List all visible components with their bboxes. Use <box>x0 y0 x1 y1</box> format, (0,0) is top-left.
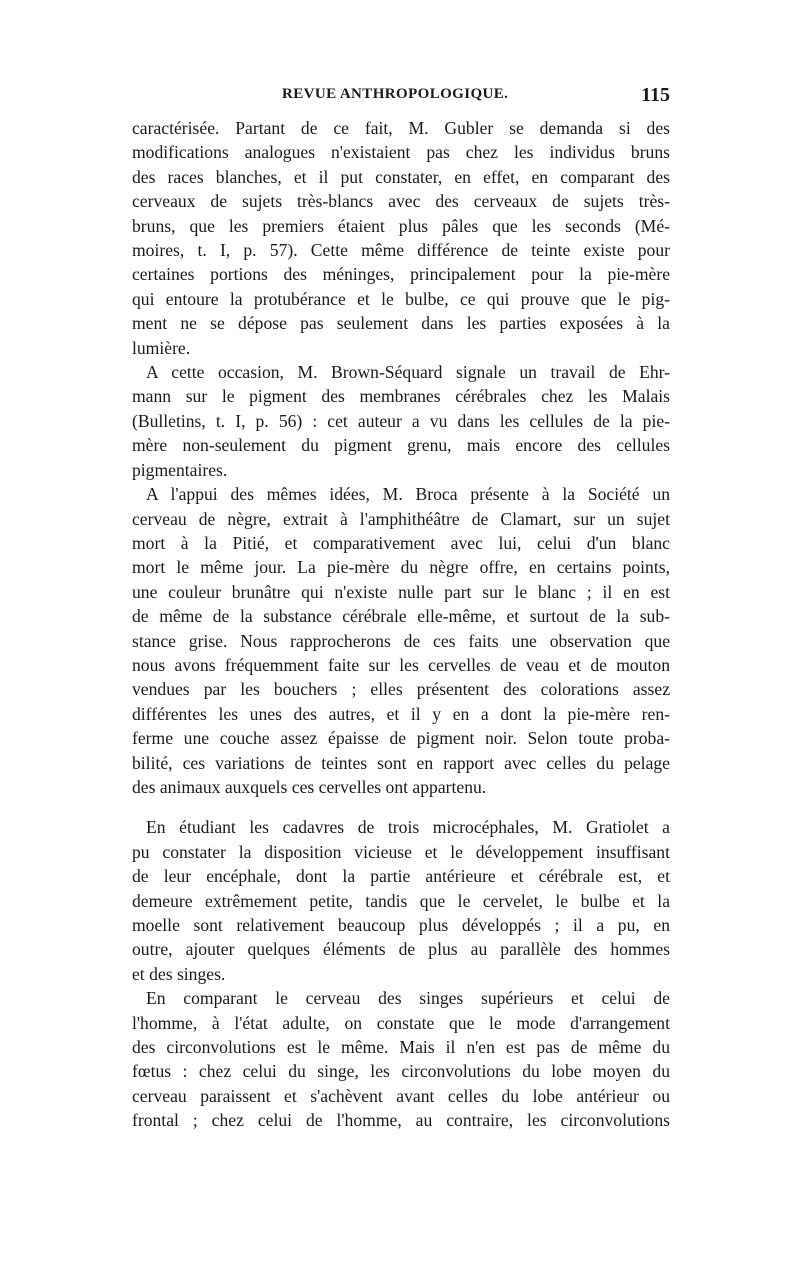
text-line: pigmentaires. <box>132 459 228 480</box>
paragraph <box>132 116 670 360</box>
text-line: moelle sont relativement beaucoup plus développés ; il a pu, en <box>132 915 670 935</box>
book-page <box>132 86 670 1133</box>
running-head <box>132 86 670 116</box>
page-number: 115 <box>641 84 670 106</box>
text-line: bilité, ces variations de teintes sont en rapport avec celles du pelage <box>132 752 670 773</box>
text-line: moires, t. I, p. 57). Cette même différence de teinte existe pour <box>132 240 670 261</box>
text-line: nous avons fréquemment faite sur les cervelles de veau et de mouton <box>132 654 670 675</box>
paragraph <box>132 360 670 482</box>
text-line: une couleur brunâtre qui n'existe nulle part sur le blanc ; il en est <box>132 581 670 602</box>
paragraph-gap <box>132 799 670 815</box>
text-line: qui entoure la protubérance et le bulbe, ce qui prouve que le pig- <box>132 288 670 309</box>
text-line: (Bulletins, t. I, p. 56) : cet auteur a vu dans les cellules de la pie- <box>132 410 670 431</box>
text-line: demeure extrêmement petite, tandis que le cervelet, le bulbe et la <box>132 890 670 911</box>
text-line: A l'appui des mêmes idées, M. Broca présente à la Société un <box>146 484 670 505</box>
text-line: A cette occasion, M. Brown-Séquard signale un travail de Ehr- <box>146 362 670 383</box>
text-line: En étudiant les cadavres de trois microcéphales, M. Gratiolet a <box>146 817 670 838</box>
paragraph <box>132 482 670 799</box>
text-line: modifications analogues n'existaient pas chez les individus bruns <box>132 142 670 163</box>
text-line: fœtus : chez celui du singe, les circonvolutions du lobe moyen du <box>132 1061 670 1082</box>
text-line: ferme une couche assez épaisse de pigment noir. Selon toute proba- <box>132 728 670 749</box>
text-line: bruns, que les premiers étaient plus pâles que les seconds (Mé- <box>132 215 670 236</box>
text-line: différentes les unes des autres, et il y en a dont la pie-mère ren- <box>132 703 670 724</box>
text-line: des races blanches, et il put constater, en effet, en comparant des <box>132 166 670 187</box>
text-line: mann sur le pigment des membranes cérébrales chez les Malais <box>132 386 670 407</box>
running-title: REVUE ANTHROPOLOGIQUE. <box>282 86 509 102</box>
text-line: pu constater la disposition vicieuse et le développement insuffisant <box>132 841 670 862</box>
text-line: stance grise. Nous rapprocherons de ces faits une observation que <box>132 630 670 651</box>
text-line: mort le même jour. La pie-mère du nègre offre, en certains points, <box>132 557 670 578</box>
text-line: certaines portions des méninges, principalement pour la pie-mère <box>132 264 670 285</box>
body-text <box>132 116 670 1133</box>
text-line: des circonvolutions est le même. Mais il n'en est pas de même du <box>132 1037 670 1058</box>
paragraph <box>132 986 670 1132</box>
text-line: de même de la substance cérébrale elle-même, et surtout de la sub- <box>132 606 670 627</box>
paragraph <box>132 815 670 986</box>
text-line: cerveau de nègre, extrait à l'amphithéâtre de Clamart, sur un sujet <box>132 508 670 529</box>
text-line: caractérisée. Partant de ce fait, M. Gubler se demanda si des <box>132 118 670 138</box>
text-line: outre, ajouter quelques éléments de plus au parallèle des hommes <box>132 939 670 960</box>
text-line: de leur encéphale, dont la partie antérieure et cérébrale est, et <box>132 866 670 887</box>
text-line: l'homme, à l'état adulte, on constate que le mode d'arrangement <box>132 1012 670 1033</box>
text-line: cerveau paraissent et s'achèvent avant celles du lobe antérieur ou <box>132 1085 670 1106</box>
text-line: vendues par les bouchers ; elles présentent des colorations assez <box>132 679 670 700</box>
text-line: mère non-seulement du pigment grenu, mais encore des cellules <box>132 435 670 456</box>
text-line: et des singes. <box>132 963 226 984</box>
text-line: lumière. <box>132 337 191 358</box>
text-line: frontal ; chez celui de l'homme, au contraire, les circonvolutions <box>132 1110 670 1131</box>
text-line: des animaux auxquels ces cervelles ont appartenu. <box>132 776 487 797</box>
text-line: En comparant le cerveau des singes supérieurs et celui de <box>146 988 670 1009</box>
text-line: cerveaux de sujets très-blancs avec des cerveaux de sujets très- <box>132 191 670 212</box>
text-line: mort à la Pitié, et comparativement avec lui, celui d'un blanc <box>132 532 670 553</box>
text-line: ment ne se dépose pas seulement dans les parties exposées à la <box>132 313 670 334</box>
